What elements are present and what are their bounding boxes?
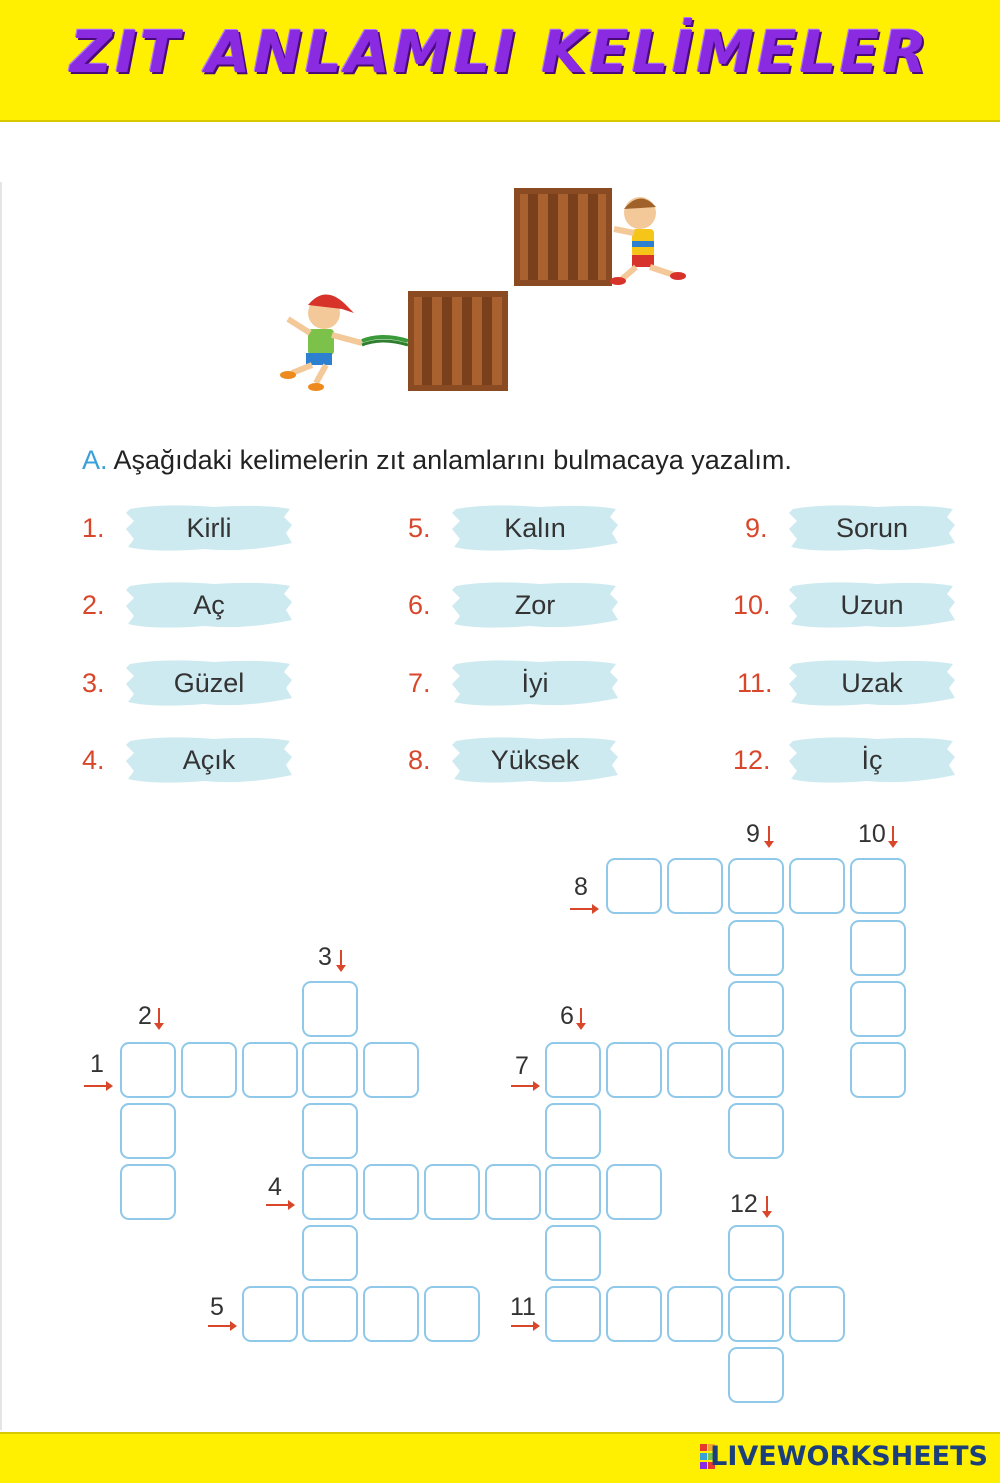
arrow-down-icon bbox=[768, 826, 770, 844]
crossword-cell[interactable] bbox=[302, 1286, 358, 1342]
crossword-cell[interactable] bbox=[302, 1164, 358, 1220]
crossword-cell[interactable] bbox=[242, 1286, 298, 1342]
word-number: 9. bbox=[745, 513, 768, 543]
crossword-cell[interactable] bbox=[606, 1042, 662, 1098]
crossword-cell[interactable] bbox=[120, 1103, 176, 1159]
instruction-body: Aşağıdaki kelimelerin zıt anlamlarını bulmacaya yazalım. bbox=[113, 445, 792, 475]
crossword-cell[interactable] bbox=[728, 981, 784, 1037]
crossword-cell[interactable] bbox=[545, 1103, 601, 1159]
crossword-clue-number: 8 bbox=[574, 873, 588, 901]
crossword-cell[interactable] bbox=[363, 1042, 419, 1098]
crossword-cell[interactable] bbox=[667, 858, 723, 914]
crossword-cell[interactable] bbox=[667, 1286, 723, 1342]
crossword-cell[interactable] bbox=[120, 1164, 176, 1220]
instruction-text bbox=[82, 445, 792, 476]
crossword-clue-number: 12 bbox=[730, 1190, 758, 1218]
word-number: 7. bbox=[408, 668, 431, 698]
crossword-cell[interactable] bbox=[545, 1164, 601, 1220]
crossword-cell[interactable] bbox=[545, 1042, 601, 1098]
arrow-down-icon bbox=[580, 1008, 582, 1026]
crossword-cell[interactable] bbox=[789, 858, 845, 914]
crossword-cell[interactable] bbox=[850, 858, 906, 914]
word-text: Zor bbox=[514, 590, 556, 620]
word-number: 6. bbox=[408, 590, 431, 620]
arrow-down-icon bbox=[766, 1196, 768, 1214]
word-text: Uzak bbox=[841, 668, 903, 698]
crossword-clue-number: 11 bbox=[510, 1293, 536, 1321]
boy-pulling-icon bbox=[280, 294, 408, 391]
crossword-cell[interactable] bbox=[728, 1225, 784, 1281]
word-number: 8. bbox=[408, 745, 431, 775]
crossword-cell[interactable] bbox=[302, 1225, 358, 1281]
liveworksheets-brand: LIVEWORKSHEETS bbox=[710, 1441, 988, 1472]
crossword-clue-number: 2 bbox=[138, 1002, 152, 1030]
word-number: 12. bbox=[733, 745, 771, 775]
word-number: 11. bbox=[737, 668, 773, 698]
word-number: 3. bbox=[82, 668, 105, 698]
word-number: 2. bbox=[82, 590, 105, 620]
crossword-cell[interactable] bbox=[181, 1042, 237, 1098]
word-text: Sorun bbox=[835, 513, 909, 543]
crossword-cell[interactable] bbox=[728, 1042, 784, 1098]
word-text: Güzel bbox=[173, 668, 245, 698]
crossword-cell[interactable] bbox=[728, 858, 784, 914]
crossword-cell[interactable] bbox=[424, 1286, 480, 1342]
upper-crate-icon bbox=[514, 188, 612, 286]
word-text: Kirli bbox=[186, 513, 232, 543]
arrow-right-icon bbox=[570, 908, 596, 910]
crossword-clue-number: 4 bbox=[268, 1173, 282, 1201]
crossword-cell[interactable] bbox=[850, 1042, 906, 1098]
crossword-cell[interactable] bbox=[302, 1042, 358, 1098]
crossword-cell[interactable] bbox=[606, 1286, 662, 1342]
crossword-cell[interactable] bbox=[606, 858, 662, 914]
arrow-right-icon bbox=[511, 1085, 537, 1087]
crossword-cell[interactable] bbox=[850, 920, 906, 976]
word-text: Açık bbox=[182, 745, 236, 775]
word-text: Aç bbox=[193, 590, 225, 620]
crossword-clue-number: 10 bbox=[858, 820, 886, 848]
crossword-cell[interactable] bbox=[363, 1286, 419, 1342]
crossword-cell[interactable] bbox=[545, 1286, 601, 1342]
crossword-cell[interactable] bbox=[545, 1225, 601, 1281]
word-text: Yüksek bbox=[490, 745, 580, 775]
arrow-right-icon bbox=[511, 1325, 537, 1327]
word-text: İç bbox=[861, 745, 883, 775]
crossword-cell[interactable] bbox=[728, 1347, 784, 1403]
crossword-cell[interactable] bbox=[850, 981, 906, 1037]
crossword-clue-number: 6 bbox=[560, 1002, 574, 1030]
crossword-clue-number: 1 bbox=[90, 1050, 104, 1078]
crossword-cell[interactable] bbox=[302, 981, 358, 1037]
word-number: 4. bbox=[82, 745, 105, 775]
crossword-cell[interactable] bbox=[606, 1164, 662, 1220]
page-title: ZIT ANLAMLI KELİMELER bbox=[70, 18, 930, 86]
arrow-right-icon bbox=[266, 1204, 292, 1206]
boy-pushing-icon bbox=[610, 197, 686, 285]
word-number: 1. bbox=[82, 513, 105, 543]
crossword-clue-number: 3 bbox=[318, 943, 332, 971]
crossword-cell[interactable] bbox=[728, 1103, 784, 1159]
crossword-clue-number: 5 bbox=[210, 1293, 224, 1321]
crossword-cell[interactable] bbox=[363, 1164, 419, 1220]
crossword-cell[interactable] bbox=[667, 1042, 723, 1098]
crossword-cell[interactable] bbox=[302, 1103, 358, 1159]
arrow-right-icon bbox=[208, 1325, 234, 1327]
crossword-cell[interactable] bbox=[728, 1286, 784, 1342]
lower-crate-icon bbox=[408, 291, 508, 391]
word-number: 10. bbox=[733, 590, 771, 620]
arrow-down-icon bbox=[340, 950, 342, 968]
arrow-right-icon bbox=[84, 1085, 110, 1087]
arrow-down-icon bbox=[892, 826, 894, 844]
crossword-cell[interactable] bbox=[120, 1042, 176, 1098]
crossword-cell[interactable] bbox=[242, 1042, 298, 1098]
crossword-cell[interactable] bbox=[424, 1164, 480, 1220]
page-edge bbox=[0, 182, 2, 1430]
crossword-cell[interactable] bbox=[485, 1164, 541, 1220]
arrow-down-icon bbox=[158, 1008, 160, 1026]
crossword-clue-number: 9 bbox=[746, 820, 760, 848]
word-text: İyi bbox=[521, 668, 549, 698]
crossword-cell[interactable] bbox=[728, 920, 784, 976]
crossword-cell[interactable] bbox=[789, 1286, 845, 1342]
crossword-clue-number: 7 bbox=[515, 1052, 529, 1080]
kids-with-crates-illustration bbox=[262, 183, 702, 403]
word-text: Kalın bbox=[504, 513, 566, 543]
section-letter: A. bbox=[82, 445, 108, 475]
word-text: Uzun bbox=[840, 590, 904, 620]
word-number: 5. bbox=[408, 513, 431, 543]
